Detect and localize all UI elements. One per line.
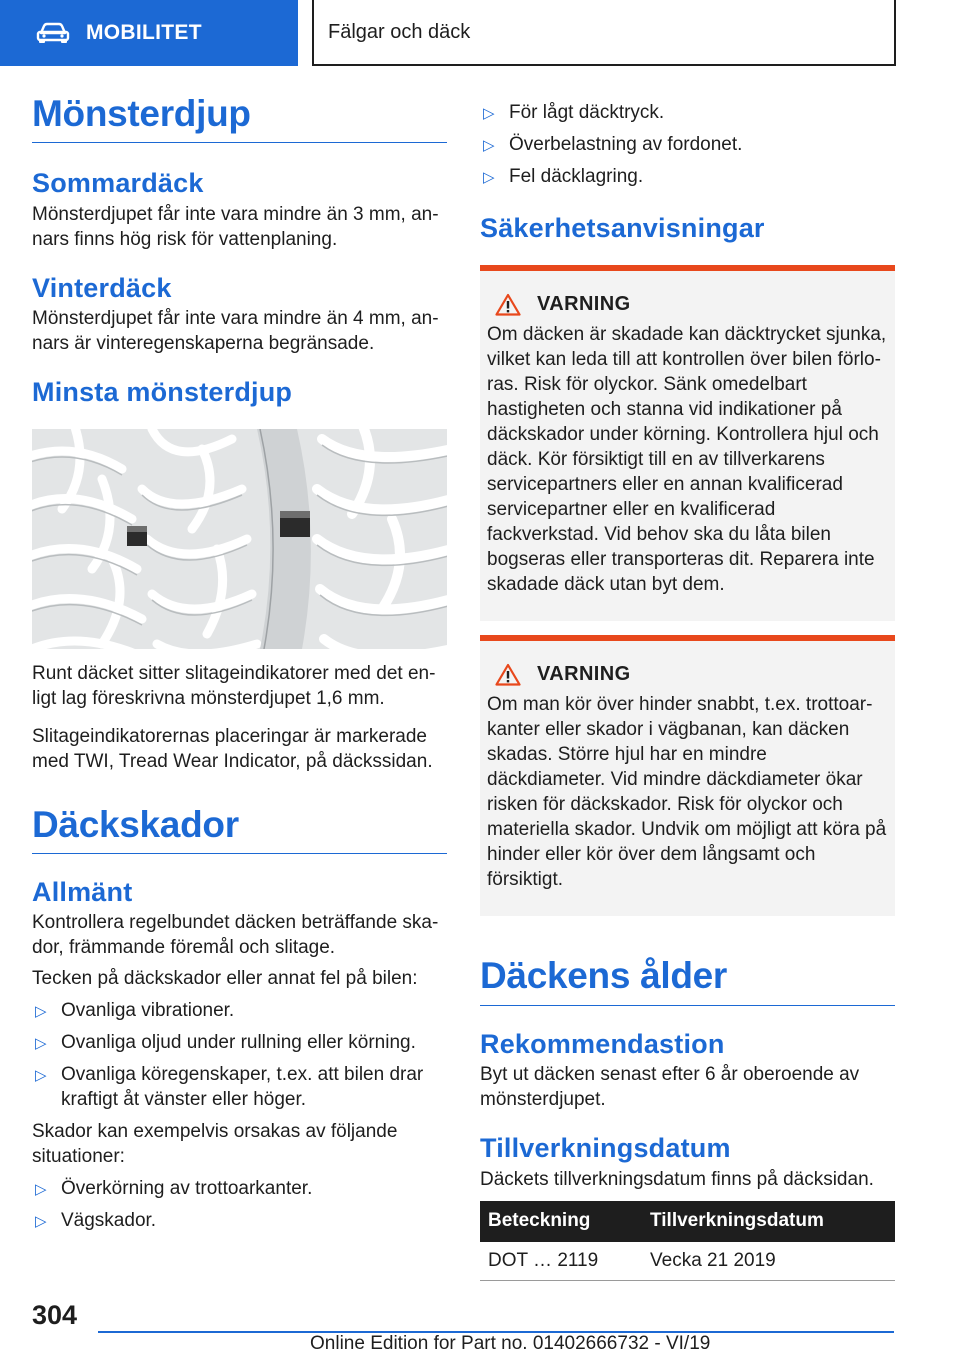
text-manufacture-date: Däckets tillverkningsdatum finns på däcksidan. <box>480 1168 874 1190</box>
dot-code-table <box>480 1201 895 1282</box>
heading-recommendation: Rekommendastion <box>480 1028 725 1059</box>
heading-summer-tires: Sommardäck <box>32 168 204 199</box>
text-min-tread-1: Runt däcket sitter slitageindikatorer med det enligt lag föreskrivna mönsterdjupet 1,6 mm. <box>32 662 436 709</box>
heading-general: Allmänt <box>32 876 133 907</box>
heading-tire-damage: Däckskador <box>32 803 447 854</box>
triangle-bullet-icon: ▷ <box>35 1067 47 1085</box>
car-icon <box>36 22 70 44</box>
section-tab[interactable] <box>0 0 298 66</box>
warning-box-2 <box>480 635 895 916</box>
warning-title: VARNING <box>537 663 631 686</box>
page-header <box>0 0 960 66</box>
section-label: MOBILITET <box>86 21 202 44</box>
page-number: 304 <box>32 1300 78 1330</box>
heading-tire-age: Däckens ålder <box>480 954 895 1005</box>
damage-causes-list <box>32 1176 447 1233</box>
text-causes: Skador kan exempelvis orsakas av följande situationer: <box>32 1121 398 1168</box>
list-item: ▷ Vägskador. <box>32 1208 447 1233</box>
warning-text: Om man kör över hinder snabbt, t.ex. trottoarkanter eller skador i vägbanan, kan däcken skadas. Större hjul har en mindre däckdiameter. Vid mindre däckdiameter ökar risken för däckskador. Risk för olyckor och materiella skador. Undvik om möjligt att köra på hinder eller kör över dem långsamt och försiktigt. <box>487 694 887 891</box>
damage-signs-list <box>32 998 447 1112</box>
edition-text: Online Edition for Part no. 01402666732 - VI/19 <box>310 1333 711 1354</box>
table-row <box>480 1242 895 1281</box>
warning-triangle-icon <box>495 663 521 686</box>
chapter-label: Fälgar och däck <box>328 20 471 43</box>
triangle-bullet-icon: ▷ <box>35 1213 47 1231</box>
triangle-bullet-icon: ▷ <box>483 169 495 186</box>
heading-min-tread: Minsta mönsterdjup <box>32 377 293 408</box>
heading-tread-depth: Mönsterdjup <box>32 92 447 143</box>
damage-causes-list-continued <box>480 100 895 189</box>
triangle-bullet-icon: ▷ <box>35 1035 47 1053</box>
chapter-tab[interactable] <box>312 0 896 66</box>
table-header-cell: Beteckning <box>480 1201 642 1242</box>
triangle-bullet-icon: ▷ <box>35 1003 47 1021</box>
list-item: ▷ Överkörning av trottoarkanter. <box>32 1176 447 1201</box>
warning-header <box>487 663 887 686</box>
table-cell: Vecka 21 2019 <box>642 1242 895 1281</box>
table-cell: DOT … 2119 <box>480 1242 642 1281</box>
warning-triangle-icon <box>495 293 521 316</box>
right-column <box>480 100 895 1281</box>
text-general-2: Tecken på däckskador eller annat fel på bilen: <box>32 968 418 990</box>
triangle-bullet-icon: ▷ <box>483 105 495 122</box>
heading-safety: Säkerhetsanvisningar <box>480 213 765 243</box>
list-item: ▷ Ovanliga oljud under rullning eller körning. <box>32 1030 447 1055</box>
triangle-bullet-icon: ▷ <box>483 137 495 154</box>
list-item: ▷ För lågt däcktryck. <box>480 100 895 125</box>
heading-winter-tires: Vinterdäck <box>32 272 172 303</box>
list-item: ▷ Överbelastning av fordonet. <box>480 132 895 157</box>
list-item: ▷ Ovanliga vibrationer. <box>32 998 447 1023</box>
list-item: ▷ Ovanliga köregenskaper, t.ex. att bilen drar kraftigt åt vänster eller höger. <box>35 1064 424 1111</box>
tread-wear-illustration <box>32 429 447 649</box>
text-winter-tires: Mönsterdjupet får inte vara mindre än 4 mm, annars är vinteregenskaperna begränsade. <box>32 308 439 355</box>
table-header-cell: Tillverkningsdatum <box>642 1201 895 1242</box>
warning-header <box>487 293 887 316</box>
list-item: ▷ Fel däcklagring. <box>480 164 895 189</box>
warning-text: Om däcken är skadade kan däcktrycket sjunka, vilket kan leda till att kontrollen över bilen förloras. Risk för olyckor. Sänk omedelbart hastigheten och stanna vid indikationer på däckskador under körning. Kontrollera hjul och däck. Kör försiktigt till en av tillverkarens servicepartners eller en annan kvalificerad servicepartner eller en kvalificerad fackverkstad. Vid behov ska du låta bilen bogseras eller transporteras dit. Reparera inte skadade däck utan byt dem. <box>487 324 887 596</box>
triangle-bullet-icon: ▷ <box>35 1181 47 1199</box>
heading-manufacture-date: Tillverkningsdatum <box>480 1133 731 1164</box>
text-min-tread-2: Slitageindikatorernas placeringar är markerade med TWI, Tread Wear Indicator, på däckssidan. <box>32 725 433 772</box>
table-header-row <box>480 1201 895 1242</box>
text-recommendation: Byt ut däcken senast efter 6 år oberoende av mönsterdjupet. <box>480 1064 860 1111</box>
text-summer-tires: Mönsterdjupet får inte vara mindre än 3 mm, annars finns hög risk för vattenplaning. <box>32 203 439 250</box>
text-general-1: Kontrollera regelbundet däcken beträffande skador, främmande föremål och slitage. <box>32 912 439 959</box>
left-column <box>32 92 447 1233</box>
warning-box-1 <box>480 265 895 621</box>
warning-title: VARNING <box>537 293 631 316</box>
